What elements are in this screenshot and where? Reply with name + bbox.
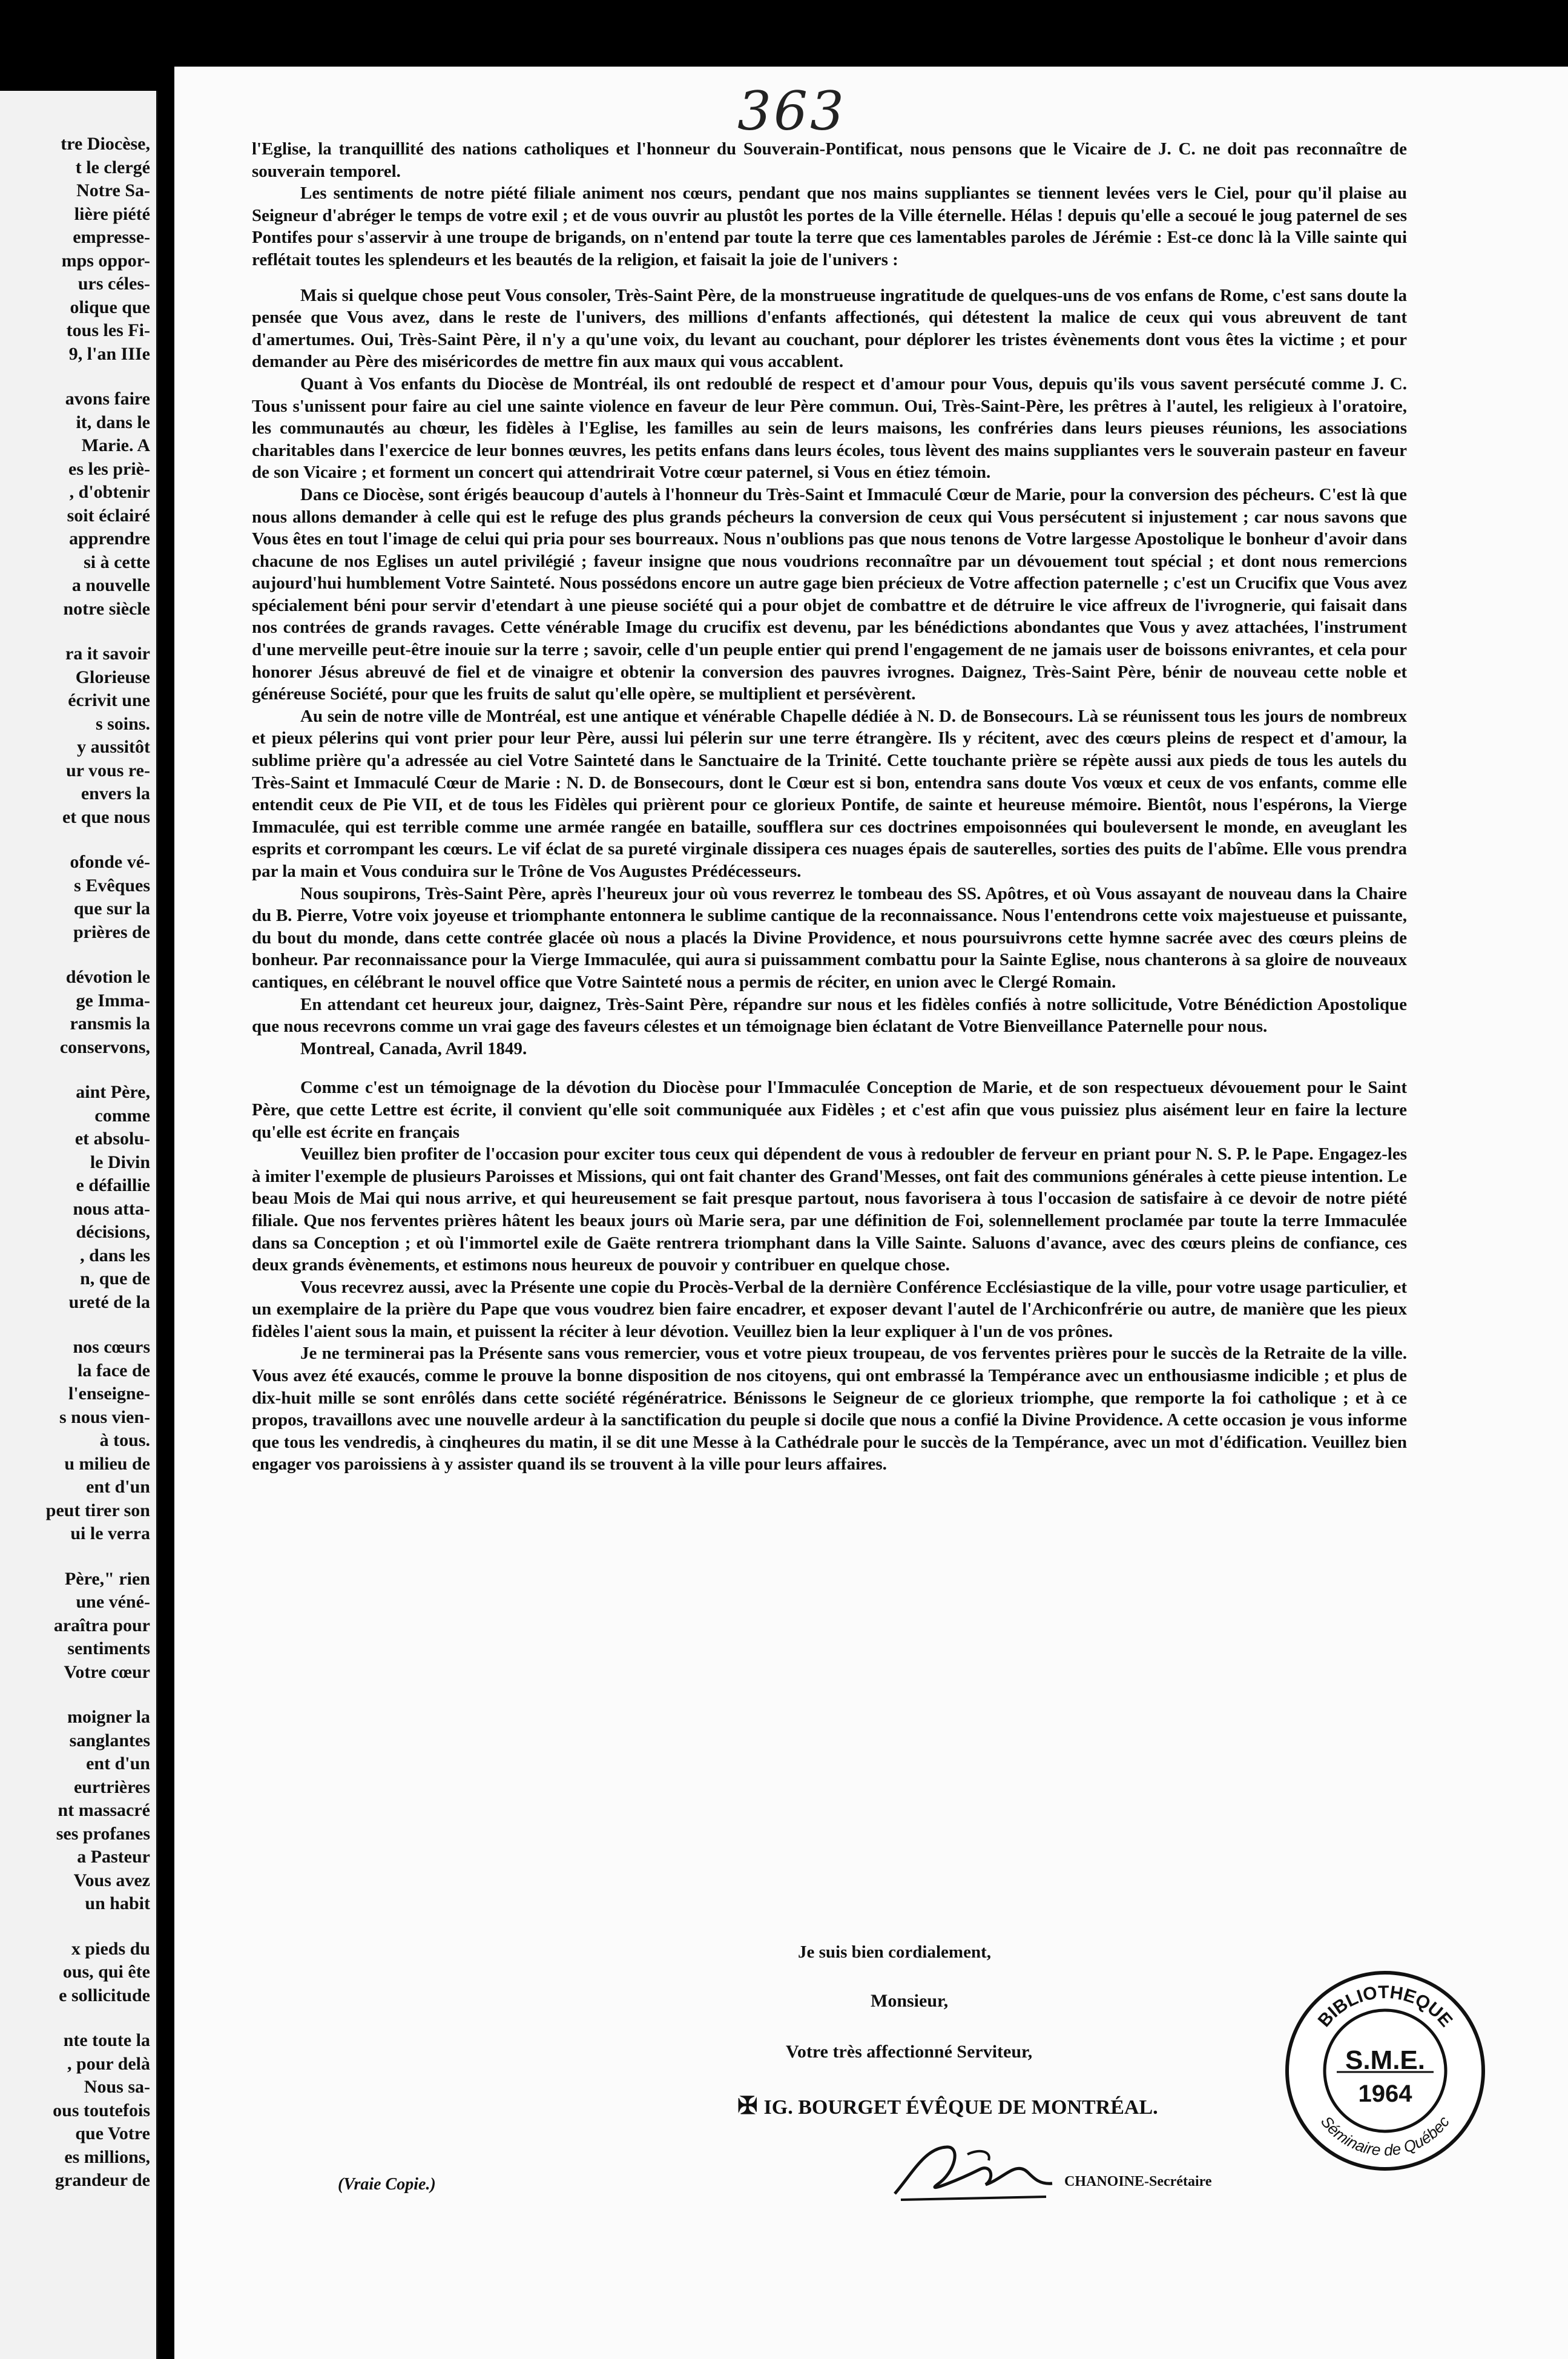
facing-page-text-fragment: dévotion le xyxy=(65,967,150,987)
facing-page-text-fragment: sentiments xyxy=(67,1638,150,1658)
facing-page-text-fragment: n, que de xyxy=(80,1269,150,1288)
stamp-line-2: 1964 xyxy=(1358,2080,1412,2107)
facing-page-text-fragment: que Votre xyxy=(75,2123,150,2143)
facing-page-text-fragment: décisions, xyxy=(76,1222,150,1242)
salutation: Je suis bien cordialement, xyxy=(798,1942,991,1962)
facing-page-text-fragment: es les priè- xyxy=(68,458,150,479)
facing-page-text-fragment: ofonde vé- xyxy=(70,852,150,872)
secretary-title: CHANOINE-Secrétaire xyxy=(1064,2174,1212,2189)
facing-page-text-fragment: y aussitôt xyxy=(77,737,150,757)
paragraph-8: En attendant cet heureux jour, daignez, Très-Saint Père, répandre sur nous et les fidèles confiés à notre sollicitude, Votre Bénédiction Apostolique que nous recevrons comme un vrai gage des faveurs célestes et un témoignage bien éclatant de Votre Bienveillance Paternelle pour nous. xyxy=(252,994,1407,1037)
facing-page-text-fragment: une véné- xyxy=(76,1592,150,1612)
paragraph-9: Comme c'est un témoignage de la dévotion du Diocèse pour l'Immaculée Conception de Marie, et de son respectueux dévouement pour le Saint Père, que cette Lettre est écrite, il convient qu'elle soit communiquée aux Fidèles ; et c'est afin que vous puissiez plus aisément leur en faire la lecture qu'elle est écrite en français xyxy=(252,1078,1407,1142)
handwritten-signature xyxy=(889,2136,1058,2209)
facing-page-text-fragment: mps oppor- xyxy=(61,250,150,271)
facing-page-text-fragment: u milieu de xyxy=(64,1453,150,1474)
facing-page-text-fragment: empresse- xyxy=(73,227,150,247)
paragraph-3: Mais si quelque chose peut Vous consoler, Très-Saint Père, de la monstrueuse ingratitude de quelques-uns de vos enfans de Rome, c'est sans doute la pensée que Vous avez, dans le reste de l'univers, des millions d'enfants affectionés, qui détestent la malice de ceux qui vous abreuvent de tant d'amertumes. Oui, Très-Saint Père, il n'y a qu'une voix, du levant au couchant, pour déplorer les tristes évènements dont vous êtes la victime ; et pour demander au Père des miséricordes de mettre fin aux maux qui vous accablent. xyxy=(252,285,1407,372)
letter-body xyxy=(252,138,1407,1476)
facing-page-text-fragment: t le clergé xyxy=(75,157,150,177)
date-line: Montreal, Canada, Avril 1849. xyxy=(300,1038,527,1058)
facing-page-text-fragment: conservons, xyxy=(59,1037,150,1057)
stamp-ring-top: BIBLIOTHEQUE xyxy=(1314,1982,1457,2031)
facing-page-text-fragment: urs céles- xyxy=(77,274,150,294)
facing-page-text-fragment: prières de xyxy=(73,922,150,942)
stamp-line-1: S.M.E. xyxy=(1345,2045,1426,2075)
facing-page-text-fragment: eurtrières xyxy=(73,1777,150,1797)
facing-page-text-fragment: olique que xyxy=(70,297,150,317)
facing-page-text-fragment: ui le verra xyxy=(70,1523,150,1543)
facing-page-text-fragment: ous, qui ête xyxy=(62,1962,150,1982)
facing-page-text-fragment: apprendre xyxy=(69,529,150,549)
facing-page-text-fragment: peut tirer son xyxy=(45,1500,150,1520)
facing-page-text-fragment: avons faire xyxy=(65,389,150,409)
facing-page-text-fragment: nous atta- xyxy=(73,1198,150,1219)
facing-page-text-fragment: a nouvelle xyxy=(71,575,150,595)
paragraph-1: l'Eglise, la tranquillité des nations catholiques et l'honneur du Souverain-Pontificat, nous pensons que le Vicaire de J. C. ne doit pas reconnaître de souverain temporel. xyxy=(252,139,1407,181)
facing-page-text-fragment: aint Père, xyxy=(76,1082,150,1102)
facing-page-text-fragment: tous les Fi- xyxy=(66,320,150,340)
address-line: Monsieur, xyxy=(871,1991,949,2011)
facing-page-text-fragment: nt massacré xyxy=(58,1800,150,1820)
facing-page-text-fragment: e sollicitude xyxy=(59,1985,150,2005)
paragraph-5: Dans ce Diocèse, sont érigés beaucoup d'autels à l'honneur du Très-Saint et Immaculé Cœur de Marie, pour la conversion des pécheurs. C'est là que nous allons demander à celle qui est le refuge des plus grands pécheurs la conversion de ceux qui Vous persécutent si injustement ; car nous savons que Vous êtes en tout l'image de celui qui pria pour ses bourreaux. Nous n'oublions pas que nous tenons de Votre largesse Apostolique le bonheur d'avoir dans chacune de nos Eglises un autel privilégié ; faveur insigne que nous voudrions reconnaître par un dévouement tout spécial ; et dont nous remercions aujourd'hui humblement Votre Sainteté. Nous possédons encore un autre gage bien précieux de Votre affection paternelle ; c'est un Crucifix que Vous avez spécialement béni pour servir d'etendart à une pieuse société qui a pour objet de combattre et de détruire le vice affreux de l'ivrognerie, qui faisait dans nos contrées de grands ravages. Cette vénérable Image du crucifix est devenu, par les bénédictions abondantes que Vous y avez attachées, l'instrument d'une merveille peut-être inouie sur la terre ; savoir, celle d'un peuple entier qui prend l'engagement de ne jamais user de boissons enivrantes, et cela pour honorer Jésus abreuvé de fiel et de vinaigre et obtenir la conversion des pauvres ivrognes. Daignez, Très-Saint Père, bénir de nouveau cette noble et généreuse Société, pour que les fruits de salut qu'elle opère, se multiplient et persévèrent. xyxy=(252,484,1407,704)
facing-page-text-fragment: Vous avez xyxy=(73,1870,150,1890)
facing-page-text-fragment: et que nous xyxy=(62,807,150,827)
facing-page-text-fragment: ge Imma- xyxy=(76,990,150,1011)
paragraph-4: Quant à Vos enfants du Diocèse de Montréal, ils ont redoublé de respect et d'amour pour Vous, depuis qu'ils vous savent persécuté comme J. C. Tous s'unissent pour faire au ciel une sainte violence en faveur de leur Père commun. Oui, Très-Saint-Père, les prêtres à l'autel, les religieux à l'oratoire, les communautés au chœur, les fidèles à l'Eglise, les familles au sein de leurs maisons, les confréries dans leurs pieuses réunions, les associations charitables dans l'exercice de leur bonnes œuvres, les petits enfans dans leurs écoles, tous lèvent des mains suppliantes vers le souverain pasteur en faveur de son Vicaire ; et forment un concert qui attendrirait Votre cœur paternel, si Vous en étiez témoin. xyxy=(252,374,1407,483)
bishop-signature-line xyxy=(737,2091,1158,2120)
facing-page-text-fragment: 9, l'an IIIe xyxy=(68,343,150,364)
facing-page-text-fragment: comme xyxy=(94,1105,150,1126)
facing-page-text-fragment: Votre cœur xyxy=(64,1661,150,1682)
paragraph-10: Veuillez bien profiter de l'occasion pour exciter tous ceux qui dépendent de vous à redoubler de ferveur en priant pour N. S. P. le Pape. Engagez-les à imiter l'exemple de plusieurs Paroisses et Missions, qui ont fait chanter des Grand'Messes, ont fait des communions générales à cette pieuse intention. Le beau Mois de Mai qui nous arrive, et qui heureusement se fait presque partout, nous favorisera à tous l'occasion de satisfaire à ce devoir de notre piété filiale. Que nos ferventes prières hâtent les beaux jours où Marie sera, par une définition de Foi, solennellement proclamée par toute la terre Immaculée dans sa Conception ; et où l'immortel exile de Gaëte rentrera triomphant dans la Ville Sainte. Saluons d'avance, avec des cœurs pleins de confiance, ces deux grands évènements, et estimons nous heureux de pouvoir y contribuer en quelque chose. xyxy=(252,1144,1407,1275)
facing-page-text-fragment: ureté de la xyxy=(68,1292,150,1312)
facing-page-text-fragment: , d'obtenir xyxy=(69,482,150,502)
facing-page-text-fragment: e défaillie xyxy=(76,1175,150,1195)
facing-page-text-fragment: nos cœurs xyxy=(73,1337,150,1357)
paragraph-7: Nous soupirons, Très-Saint Père, après l'heureux jour où vous reverrez le tombeau des SS. Apôtres, et où Vous assayant de nouveau dans la Chaire du B. Pierre, Votre voix joyeuse et triomphante entonnera le sublime cantique de la reconnaissance. Nous l'entendrons cette voix majestueuse et puissante, du bout du monde, dans cette contrée glacée où nous a placés la Divine Providence, et nous poursuivrons cette hymne sacrée avec des cœurs pleins de bonheur. Par reconnaissance pour la Vierge Immaculée, qui aura si puissamment combattu pour la Sainte Eglise, nous chanterons à sa gloire de nouveaux cantiques, en célébrant le nouvel office que Votre Sainteté nous a permis de réciter, en union avec le Clergé Romain. xyxy=(252,883,1407,992)
facing-page-text-fragment: ransmis la xyxy=(70,1014,150,1034)
facing-page-text-fragment: si à cette xyxy=(84,552,150,572)
facing-page-text-fragment: soit éclairé xyxy=(67,505,150,526)
folio-number: 363 xyxy=(737,80,846,142)
facing-page-text-fragment: es millions, xyxy=(64,2146,150,2167)
facing-page-text-fragment: s soins. xyxy=(95,713,150,734)
facing-page-fragment xyxy=(0,91,158,2359)
stamp-ring-bottom: Séminaire de Québec xyxy=(1317,2112,1454,2160)
bishop-name: IG. BOURGET ÉVÊQUE DE MONTRÉAL. xyxy=(763,2096,1158,2119)
facing-page-text-fragment: à tous. xyxy=(99,1430,150,1450)
paragraph-6: Au sein de notre ville de Montréal, est une antique et vénérable Chapelle dédiée à N. D. de Bonsecours. Là se réunissent tous les jours de nombreux et pieux pélerins qui vont prier pour leur Père, aussi lui pélerin sur une terre étrangère. Ils y récitent, avec des cœurs pleins de respect et d'amour, la sublime prière qu'a adressée au ciel Votre Sainteté dans le Sanctuaire de la Trinité. Cette touchante prière se répète aussi aux pieds de tous les autels du Très-Saint et Immaculé Cœur de Marie : N. D. de Bonsecours, dont le Cœur est si bon, entendra sans doute Vos vœux et ceux de vos enfants, comme elle entendit ceux de Pie VII, et de tous les Fidèles qui prièrent pour ce glorieux Pontife, de sainte et heureuse mémoire. Bientôt, nous l'espérons, la Vierge Immaculée, qui est terrible comme une armée rangée en bataille, soufflera sur ces doctrines empoisonnées qui bouleversent le monde, en aveuglant les esprits et corrompant les cœurs. Le vif éclat de sa pureté virginale dissipera ces nuages épais de sauterelles, sorties des puits de l'abîme. Elle vous prendra par la main et Vous conduira sur le Trône de Vos Augustes Prédécesseurs. xyxy=(252,706,1407,881)
facing-page-text-fragment: Glorieuse xyxy=(75,667,150,687)
facing-page-text-fragment: ra it savoir xyxy=(65,644,150,664)
paragraph-2: Les sentiments de notre piété filiale animent nos cœurs, pendant que nos mains suppliantes se tiennent levées vers le Ciel, pour qu'il plaise au Seigneur d'abréger le temps de votre exil ; et de vous ouvrir au plustôt les portes de la Ville éternelle. Hélas ! depuis qu'elle a secoué le joug paternel de ses Pontifes pour s'asservir à une troupe de brigands, on n'entend par toute la terre que ces lamentables paroles de Jérémie : Est-ce donc là la Ville sainte qui reflétait toutes les splendeurs et les beautés de la religion, et faisait la joie de l'univers : xyxy=(252,183,1407,269)
facing-page-text-fragment: écrivit une xyxy=(68,690,150,710)
paragraph-11: Vous recevrez aussi, avec la Présente une copie du Procès-Verbal de la dernière Conférence Ecclésiastique de la ville, pour votre usage particulier, et un exemplaire de la prière du Pape que vous voudrez bien faire encadrer, et exposer devant l'autel de l'Archiconfrérie ou autre, de manière que les pieux fidèles l'aient sous la main, et puissent la réciter à leur dévotion. Veuillez bien la leur expliquer à l'un de vos prônes. xyxy=(252,1277,1407,1341)
copy-note: (Vraie Copie.) xyxy=(338,2175,436,2194)
facing-page-text-fragment: ur vous re- xyxy=(66,760,150,780)
facing-page-text-fragment: Notre Sa- xyxy=(76,180,150,200)
facing-page-text-fragment: nte toute la xyxy=(63,2030,150,2050)
facing-page-text-fragment: le Divin xyxy=(90,1152,150,1172)
facing-page-text-fragment: un habit xyxy=(85,1893,150,1913)
cross-icon: ✠ xyxy=(737,2092,758,2119)
facing-page-text-fragment: , dans les xyxy=(80,1245,150,1265)
paragraph-12: Je ne terminerai pas la Présente sans vous remercier, vous et votre pieux troupeau, de vos ferventes prières pour le succès de la Retraite de la ville. Vous avez été exaucés, comme le prouve la bonne disposition de nos citoyens, qui ont embrassé la Tempérance avec un enthousiasme indicible ; et plus de dix-huit mille se sont enrôlés dans cette société régénératrice. Bénissons le Seigneur de ce glorieux triomphe, que remporte la foi catholique ; et à ce propos, travaillons avec une nouvelle ardeur à la sanctification du peuple si docile que nous a confié la Divine Providence. A cette occasion je vous informe que tous les vendredis, à cinqheures du matin, il se dit une Messe à la Cathédrale pour le succès de la Tempérance, avec un mot d'édification. Veuillez bien engager vos paroissiens à y assister quand ils se trouvent à la ville pour leurs affaires. xyxy=(252,1344,1407,1474)
facing-page-text-fragment: grandeur de xyxy=(55,2170,150,2190)
facing-page-text-fragment: s Evêques xyxy=(74,875,150,896)
facing-page-text-fragment: lière piété xyxy=(74,203,150,224)
facing-page-text-fragment: tre Diocèse, xyxy=(61,134,150,154)
servant-line: Votre très affectionné Serviteur, xyxy=(786,2042,1033,2062)
facing-page-text-fragment: ent d'un xyxy=(86,1754,150,1773)
facing-page-text-fragment: envers la xyxy=(81,784,150,803)
facing-page-text-fragment: la face de xyxy=(77,1360,150,1381)
library-stamp xyxy=(1282,1968,1488,2174)
document-page xyxy=(174,67,1568,2359)
facing-page-text-fragment: que sur la xyxy=(73,899,150,919)
facing-page-text-fragment: et absolu- xyxy=(74,1129,150,1149)
facing-page-text-fragment: notre siècle xyxy=(63,598,150,619)
facing-page-text-fragment: a Pasteur xyxy=(77,1847,150,1867)
facing-page-text-fragment: Père," rien xyxy=(64,1568,150,1589)
facing-page-text-fragment: , pour delà xyxy=(67,2053,150,2074)
facing-page-text-fragment: Marie. A xyxy=(81,435,150,455)
facing-page-text-fragment: ses profanes xyxy=(56,1823,150,1844)
facing-page-text-fragment: moigner la xyxy=(67,1707,150,1727)
facing-page-text-fragment: ent d'un xyxy=(86,1477,150,1497)
facing-page-text-fragment: ous toutefois xyxy=(53,2100,150,2120)
facing-page-text-fragment: sanglantes xyxy=(69,1730,150,1750)
facing-page-text-fragment: l'enseigne- xyxy=(68,1384,150,1404)
facing-page-text-fragment: it, dans le xyxy=(76,412,150,432)
facing-page-text-fragment: s nous vien- xyxy=(59,1407,150,1427)
facing-page-text-fragment: Nous sa- xyxy=(84,2077,150,2097)
facing-page-text-fragment: x pieds du xyxy=(71,1938,150,1959)
facing-page-text-fragment: araîtra pour xyxy=(53,1615,150,1635)
